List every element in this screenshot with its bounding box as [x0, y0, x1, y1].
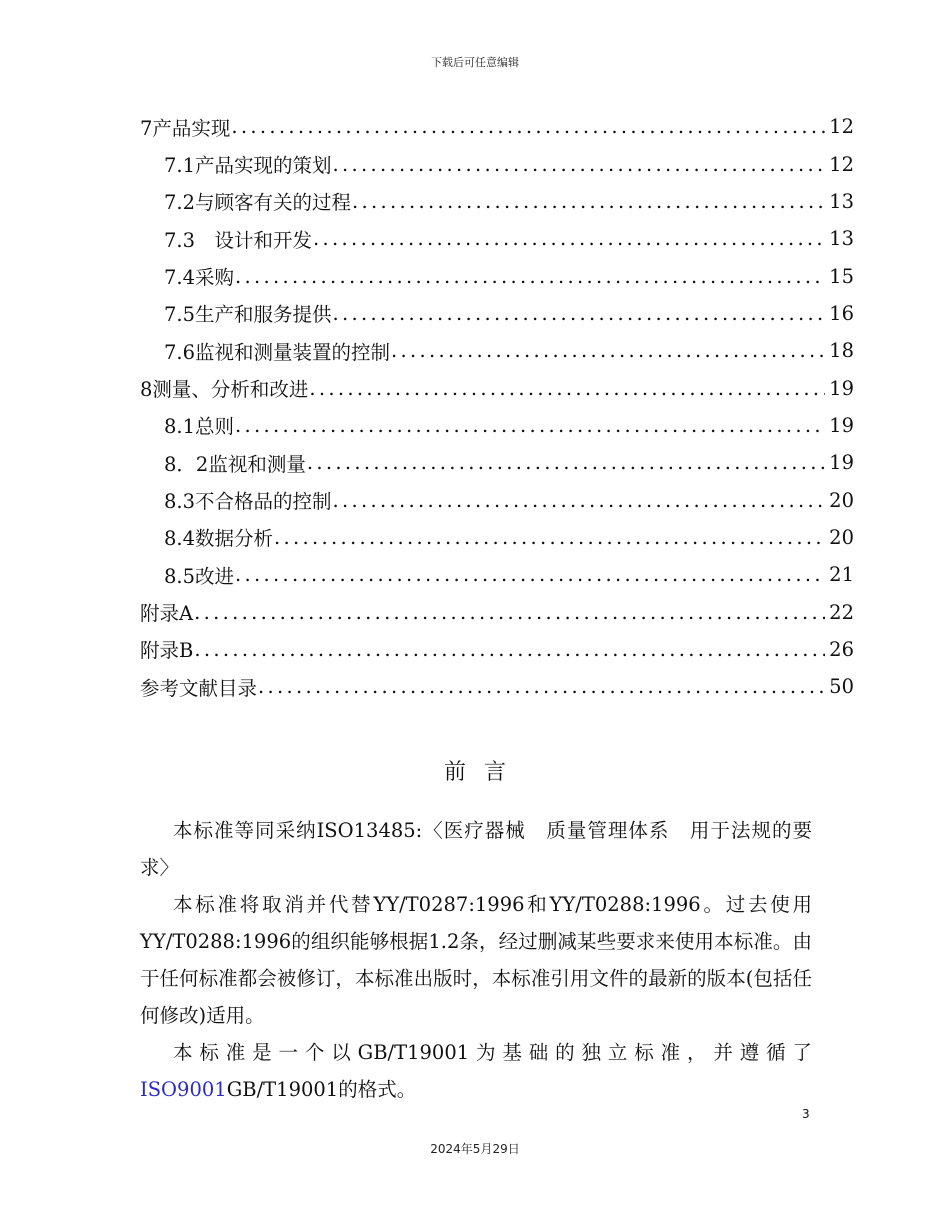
- iso9001-link[interactable]: ISO9001: [140, 1078, 227, 1101]
- toc-entry[interactable]: [140, 668, 854, 705]
- toc-entry-page: 13: [829, 227, 854, 251]
- toc-entry[interactable]: [140, 593, 854, 630]
- toc-entry[interactable]: [140, 145, 854, 182]
- table-of-contents: [140, 108, 854, 706]
- toc-leader-dots: [333, 489, 826, 512]
- preface-text: 本标准是一个以GB/T19001为基础的独立标准，并遵循了: [173, 1041, 812, 1064]
- toc-leader-dots: [231, 115, 825, 138]
- toc-entry-page: 19: [829, 413, 854, 437]
- toc-entry[interactable]: [140, 407, 854, 444]
- toc-entry-title: 8．2监视和测量: [164, 452, 306, 476]
- toc-entry-page: 13: [829, 189, 854, 213]
- toc-entry-title: 8.5改进: [164, 564, 235, 588]
- toc-entry[interactable]: [140, 108, 854, 145]
- toc-entry[interactable]: [140, 220, 854, 257]
- toc-entry-page: 21: [829, 563, 854, 587]
- toc-leader-dots: [274, 526, 825, 549]
- page-footer-date: 2024年5月29日: [430, 1142, 520, 1156]
- preface-paragraph: 本标准将取消并代替YY/T0287:1996和YY/T0288:1996。过去使用YY/T0288:1996的组织能够根据1.2条，经过删减某些要求来使用本标准。由于任何标准都会被修订，本标准出版时，本标准引用文件的最新的版本(包括任何修改)适用。: [140, 893, 812, 1027]
- toc-entry-title: 8.4数据分析: [164, 527, 274, 551]
- toc-entry[interactable]: [140, 519, 854, 556]
- toc-entry[interactable]: [140, 556, 854, 593]
- toc-entry-page: 50: [829, 675, 854, 699]
- toc-leader-dots: [307, 451, 825, 474]
- toc-leader-dots: [313, 227, 825, 250]
- toc-entry-title: 7产品实现: [140, 116, 231, 140]
- toc-entry[interactable]: [140, 369, 854, 406]
- toc-entry-title: 附录B: [140, 639, 194, 663]
- toc-entry[interactable]: [140, 481, 854, 518]
- toc-entry-page: 20: [829, 525, 854, 549]
- toc-entry-title: 8测量、分析和改进: [140, 378, 309, 402]
- toc-leader-dots: [309, 377, 825, 400]
- toc-entry-page: 15: [829, 264, 854, 288]
- toc-entry[interactable]: [140, 332, 854, 369]
- toc-entry-title: 7.1产品实现的策划: [164, 154, 332, 178]
- toc-entry-page: 19: [829, 376, 854, 400]
- toc-entry-page: 22: [829, 600, 854, 624]
- preface-text: GB/T19001的格式。: [226, 1078, 417, 1101]
- toc-entry-page: 18: [829, 339, 854, 363]
- toc-entry-title: 8.1总则: [164, 415, 235, 439]
- toc-leader-dots: [194, 601, 825, 624]
- toc-leader-dots: [352, 190, 825, 213]
- page-number: 3: [802, 1107, 810, 1121]
- toc-entry-title: 7.5生产和服务提供: [164, 303, 332, 327]
- toc-entry-title: 7.4采购: [164, 266, 235, 290]
- toc-entry-page: 26: [829, 637, 854, 661]
- toc-leader-dots: [391, 339, 825, 362]
- toc-entry-title: 7.3 设计和开发: [164, 228, 313, 252]
- toc-entry-page: 20: [829, 488, 854, 512]
- toc-entry[interactable]: [140, 183, 854, 220]
- toc-entry-title: 7.6监视和测量装置的控制: [164, 340, 391, 364]
- toc-leader-dots: [235, 563, 825, 586]
- toc-entry[interactable]: [140, 295, 854, 332]
- toc-leader-dots: [235, 414, 825, 437]
- toc-leader-dots: [333, 153, 826, 176]
- toc-leader-dots: [333, 302, 826, 325]
- toc-entry[interactable]: [140, 444, 854, 481]
- toc-entry-title: 7.2与顾客有关的过程: [164, 191, 352, 215]
- toc-entry[interactable]: [140, 257, 854, 294]
- toc-entry-title: 8.3不合格品的控制: [164, 490, 332, 514]
- preface-body: [140, 812, 812, 1108]
- toc-entry-page: 12: [829, 152, 854, 176]
- page-header: 下载后可任意编辑: [431, 56, 519, 69]
- toc-leader-dots: [258, 675, 825, 698]
- preface-heading: 前言: [443, 760, 524, 785]
- toc-entry-page: 16: [829, 301, 854, 325]
- toc-entry-title: 参考文献目录: [140, 676, 258, 700]
- toc-entry-title: 附录A: [140, 602, 194, 626]
- toc-leader-dots: [194, 638, 825, 661]
- preface-paragraph: [140, 1034, 812, 1108]
- toc-entry-page: 12: [829, 115, 854, 139]
- toc-entry-page: 19: [829, 451, 854, 475]
- preface-paragraph: 本标准等同采纳ISO13485:〈医疗器械 质量管理体系 用于法规的要求〉: [140, 819, 812, 879]
- toc-entry[interactable]: [140, 631, 854, 668]
- toc-leader-dots: [235, 265, 825, 288]
